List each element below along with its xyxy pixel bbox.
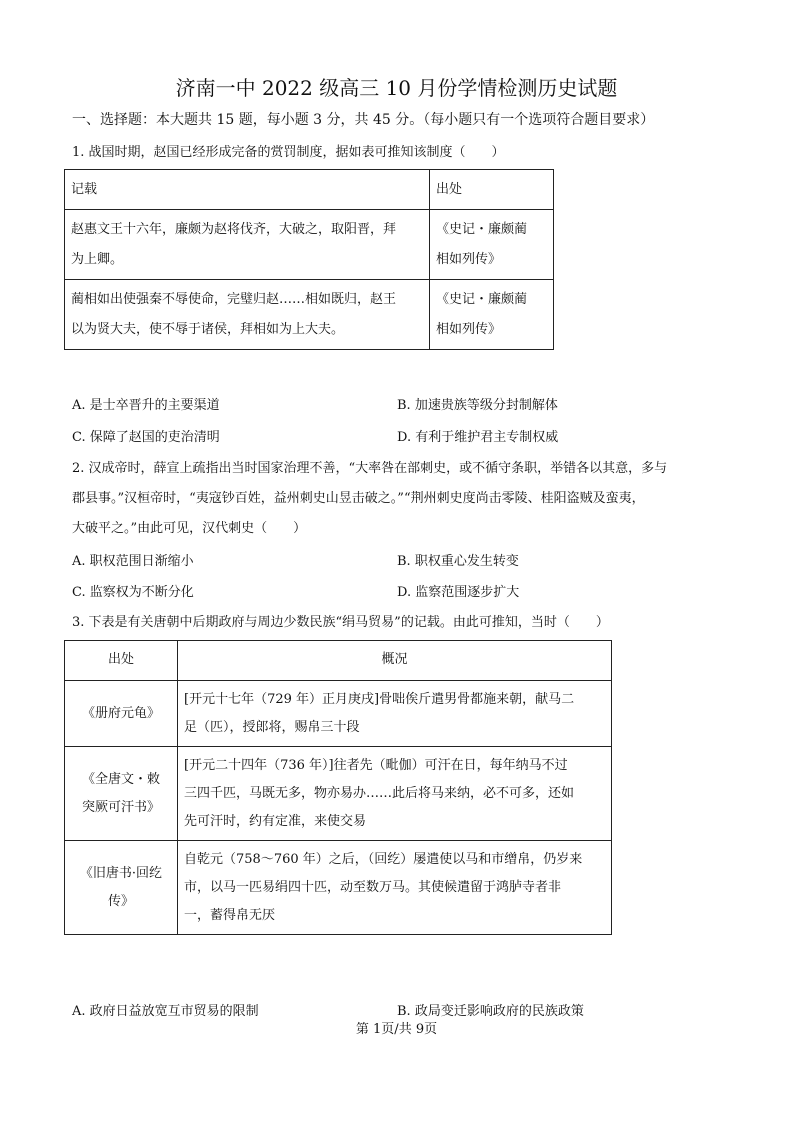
q3-option-b: B. 政局变迁影响政府的民族政策 [397,1004,584,1019]
q1-table [64,169,554,350]
q1-option-a: A. 是士卒晋升的主要渠道 [72,398,220,413]
page-title: 济南一中 2022 级高三 10 月份学情检测历史试题 [175,76,618,100]
table-row [65,280,554,350]
q2-option-c: C. 监察权为不断分化 [72,585,194,600]
cell-line: 《旧唐书·回纥 [79,866,163,881]
q3-stem: 3. 下表是有关唐朝中后期政府与周边少数民族“绢马贸易”的记载。由此可推知，当时（ ） [72,615,609,630]
q3-table [64,640,612,935]
cell-line: [开元二十四年（736 年）]往者先（毗伽）可汗在日，每年纳马不过 [184,758,568,773]
q3-option-a: A. 政府日益放宽互市贸易的限制 [72,1004,259,1019]
q2-stem-line3: 大破平之。”由此可见，汉代刺史（ ） [72,521,307,536]
cell-line: 足（匹），授郎将，赐帛三十段 [184,720,360,735]
table-row [65,210,554,280]
table-row [65,641,612,681]
q1-option-b: B. 加速贵族等级分封制解体 [397,398,558,413]
table-cell-record [65,210,430,280]
table-cell-summary [178,841,612,935]
cell-line: 相如列传》 [436,322,502,337]
page-footer: 第 1页/共 9页 [355,1022,438,1037]
table-row [65,841,612,935]
cell-line: 《册府元龟》 [81,706,160,721]
q2-stem-line1: 2. 汉成帝时，薛宣上疏指出当时国家治理不善，“大率咎在部刺史，或不循守条职，举错各以其意，多与 [72,461,668,476]
cell-line: 《史记・廉颇蔺 [436,222,528,237]
cell-line: 传》 [107,894,134,909]
table-header-source: 出处 [430,170,554,210]
table-row [65,170,554,210]
q1-stem: 1. 战国时期，赵国已经形成完备的赏罚制度，据如表可推知该制度（ ） [72,145,505,160]
cell-line: 一，蓄得帛无厌 [184,908,276,923]
table-header-summary: 概况 [178,641,612,681]
q1-option-d: D. 有利于维护君主专制权威 [397,430,559,445]
table-cell-source [430,280,554,350]
table-header-source: 出处 [65,641,178,681]
cell-line: 自乾元（758～760 年）之后，（回纥）屡遣使以马和市缯帛，仍岁来 [184,852,583,867]
table-row [65,747,612,841]
cell-line: 三四千匹，马既无多，物亦易办……此后将马来纳，必不可多，还如 [184,786,575,801]
table-header-record: 记载 [65,170,430,210]
q2-stem-line2: 郡县事。”汉桓帝时，“夷寇钞百姓，益州刺史山昱击破之。”“荆州刺史度尚击零陵、桂阳盗贼及蛮夷， [72,491,645,506]
table-cell-source [65,747,178,841]
table-cell-source [430,210,554,280]
q1-option-c: C. 保障了赵国的吏治清明 [72,430,220,445]
table-cell-record [65,280,430,350]
cell-line: 突厥可汗书》 [81,800,160,815]
q2-option-a: A. 职权范围日渐缩小 [72,554,194,569]
q2-option-d: D. 监察范围逐步扩大 [397,585,520,600]
cell-line: 《史记・廉颇蔺 [436,292,528,307]
table-cell-source [65,841,178,935]
table-cell-summary [178,747,612,841]
section-heading: 一、选择题：本大题共 15 题，每小题 3 分，共 45 分。（每小题只有一个选项符合题目要求） [72,112,655,128]
table-row [65,681,612,747]
cell-line: 赵惠文王十六年，廉颇为赵将伐齐，大破之，取阳晋，拜 [71,222,397,237]
q2-option-b: B. 职权重心发生转变 [397,554,519,569]
table-cell-source [65,681,178,747]
table-cell-summary [178,681,612,747]
cell-line: 先可汗时，约有定准，来使交易 [184,814,367,829]
cell-line: 以为贤大夫，使不辱于诸侯，拜相如为上大夫。 [71,322,345,337]
cell-line: 市，以马一匹易绢四十匹，动至数万马。其使候遣留于鸿胪寺者非 [184,880,562,895]
cell-line: 蔺相如出使强秦不辱使命，完璧归赵……相如既归，赵王 [71,292,397,307]
cell-line: 为上卿。 [71,252,124,267]
cell-line: 《全唐文・敕 [81,772,160,787]
cell-line: [开元十七年（729 年）正月庚戌]骨咄俟斤遣男骨都施来朝，献马二 [184,692,575,707]
cell-line: 相如列传》 [436,252,502,267]
